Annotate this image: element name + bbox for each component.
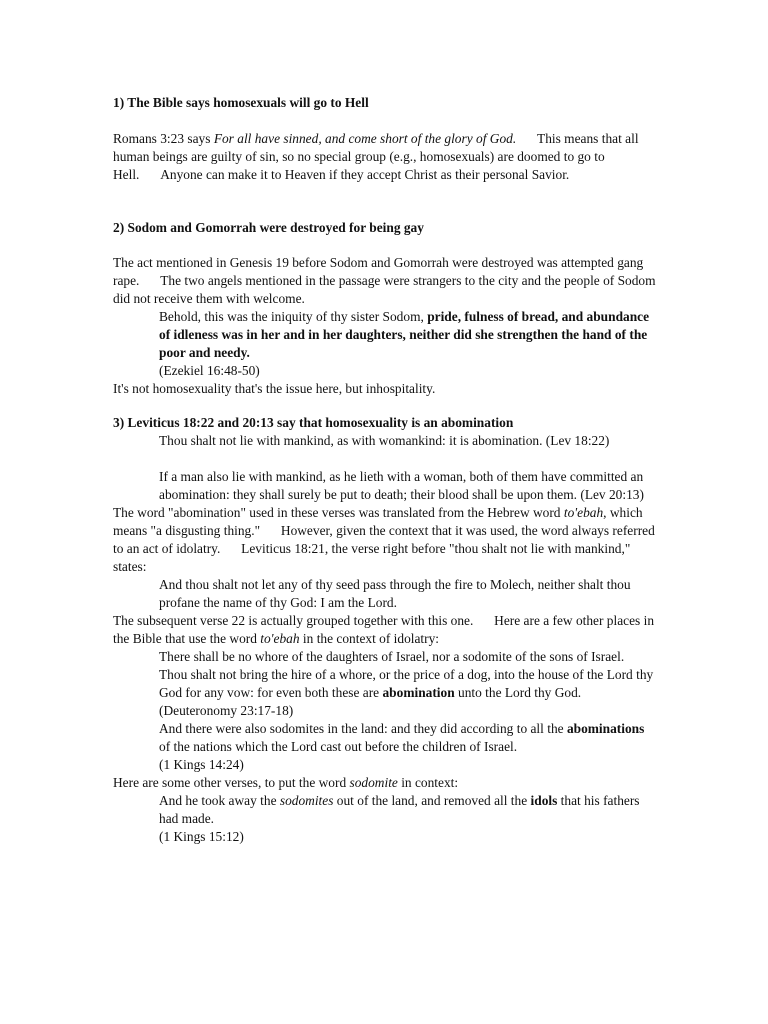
text-run: And he took away the	[159, 793, 280, 808]
deut-reference: (Deuteronomy 23:17-18)	[159, 703, 294, 718]
text-run: in context:	[397, 775, 459, 790]
text-run: Behold, this was the iniquity of thy sister Sodom,	[159, 309, 428, 324]
italic-word: sodomite	[349, 775, 398, 790]
section-2-heading: 2) Sodom and Gomorrah were destroyed for being gay	[113, 220, 424, 235]
text-run: of the nations which the Lord cast out before the children of Israel.	[159, 739, 518, 754]
lev-18-quote: Thou shalt not lie with mankind, as with womankind: it is abomination. (Lev 18:22)	[159, 433, 610, 448]
italic-word: to'ebah	[563, 505, 604, 520]
text-run: unto the Lord thy God.	[454, 685, 582, 700]
text-run: Romans 3:23 says	[113, 131, 214, 146]
bold-run: abomination	[382, 685, 455, 700]
ezekiel-quote	[113, 308, 658, 362]
kings-14-reference: (1 Kings 14:24)	[159, 757, 244, 772]
italic-quote: For all have sinned, and come short of the glory of God.	[213, 131, 517, 146]
section-2-heading-block	[113, 219, 658, 237]
text-run: And there were also sodomites in the land: and they did according to all the	[159, 721, 567, 736]
bold-run: idols	[530, 793, 558, 808]
text-run: Here are some other verses, to put the word	[113, 775, 350, 790]
kings-14-quote	[113, 720, 658, 756]
text-run: out of the land, and removed all the	[333, 793, 531, 808]
text-run: , which means "a disgusting thing."  However, given the context that it was used, the word always referred to an act of idolatry.  Leviticus 18:21, the verse right before "thou shalt not lie with mankind," states:	[113, 505, 655, 574]
section-1-body	[113, 130, 658, 184]
section-1-paragraph	[113, 130, 658, 184]
text-run: in the context of idolatry:	[299, 631, 440, 646]
spacer	[113, 450, 658, 468]
deut-quote-1: There shall be no whore of the daughters of Israel, nor a sodomite of the sons of Israel.	[159, 649, 625, 664]
section-3-paragraph-1	[113, 504, 658, 576]
lev-20-quote: If a man also lie with mankind, as he lieth with a woman, both of them have committed an abomination: they shall surely be put to death; their blood shall be upon them. (Lev 20:13)	[159, 469, 644, 502]
section-2-paragraph-2: It's not homosexuality that's the issue here, but inhospitality.	[113, 381, 436, 396]
kings-15-reference: (1 Kings 15:12)	[159, 829, 244, 844]
text-run: Thou shalt not bring the hire of a whore, or the price of a dog, into the house of the Lord thy God for any vow: for even both these are	[159, 667, 654, 700]
bold-run: abominations	[566, 721, 645, 736]
section-3-paragraph-3	[113, 774, 658, 792]
section-2-paragraph-1: The act mentioned in Genesis 19 before Sodom and Gomorrah were destroyed was attempted gang rape.  The two angels mentioned in the passage were strangers to the city and the people of Sodom did not receive them with welcome.	[113, 255, 656, 306]
section-3-body	[113, 414, 658, 846]
text-run: The subsequent verse 22 is actually grouped together with this one.  Here are a few other places in the Bible that use the word	[113, 613, 655, 646]
section-1-heading: 1) The Bible says homosexuals will go to Hell	[113, 95, 369, 110]
section-3-heading: 3) Leviticus 18:22 and 20:13 say that homosexuality is an abomination	[113, 415, 514, 430]
italic-word: to'ebah	[260, 631, 300, 646]
section-1-heading-block	[113, 94, 658, 112]
bold-run: pride, fulness of bread, and abundance of idleness was in her and in her daughters, neither did she strengthen the hand of the poor and needy.	[159, 309, 650, 360]
text-run: that his fathers had made.	[159, 793, 640, 826]
section-3-paragraph-2	[113, 612, 658, 648]
kings-15-quote	[113, 792, 658, 828]
italic-word: sodomites	[279, 793, 334, 808]
text-run: The word "abomination" used in these verses was translated from the Hebrew word	[113, 505, 564, 520]
ezekiel-reference: (Ezekiel 16:48-50)	[159, 363, 260, 378]
text-run:   This means that all human beings are guilty of sin, so no special group (e.g., homosexuals) are doomed to go to Hell.  Anyone can make it to Heaven if they accept Christ as their personal Savior.	[113, 131, 639, 182]
section-2-body	[113, 254, 658, 398]
deut-quote-2	[113, 666, 658, 702]
lev-18-21-quote: And thou shalt not let any of thy seed pass through the fire to Molech, neither shalt thou profane the name of thy God: I am the Lord.	[159, 577, 631, 610]
